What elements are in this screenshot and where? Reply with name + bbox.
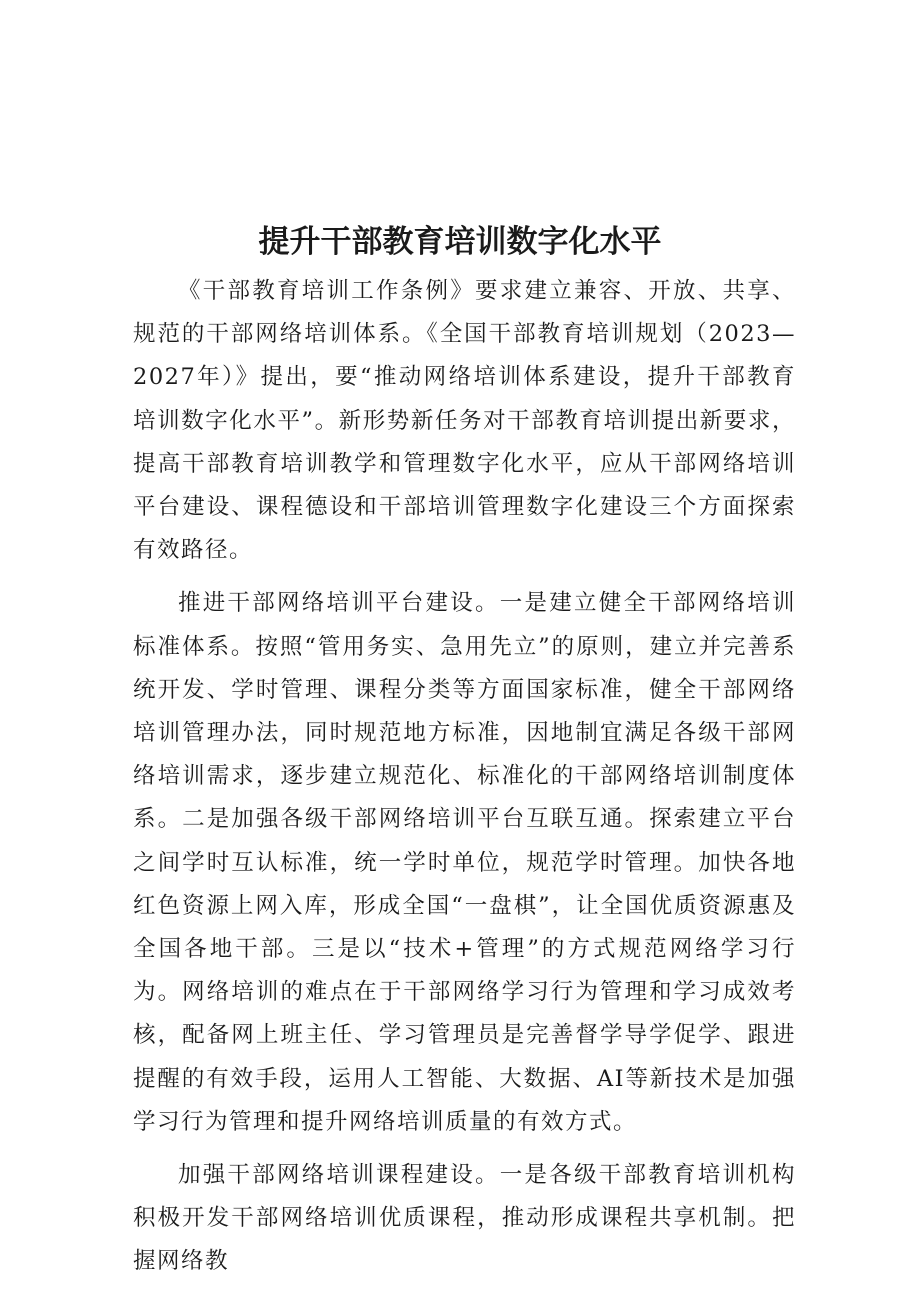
paragraph-intro: 《干部教育培训工作条例》要求建立兼容、开放、共享、规范的干部网络培训体系。《全国干部教育培训规划（2023—2027年）》提出，要“推动网络培训体系建设，提升干部教育培训数字化水平”。新形势新任务对干部教育培训提出新要求，提高干部教育培训教学和管理数字化水平，应从干部网络培训平台建设、课程德设和干部培训管理数字化建设三个方面探索有效路径。 [133, 278, 796, 564]
document-body [133, 270, 796, 1294]
document-title: 提升干部教育培训数字化水平 [258, 224, 662, 260]
paragraph-course-construction: 加强干部网络培训课程建设。一是各级干部教育培训机构积极开发干部网络培训优质课程，推动形成课程共享机制。把握网络教 [133, 1162, 796, 1275]
paragraph-platform-construction: 推进干部网络培训平台建设。一是建立健全干部网络培训标准体系。按照“管用务实、急用先立”的原则，建立并完善系统开发、学时管理、课程分类等方面国家标准，健全干部网络培训管理办法，同时规范地方标准，因地制宜满足各级干部网络培训需求，逐步建立规范化、标准化的干部网络培训制度体系。二是加强各级干部网络培训平台互联互通。探索建立平台之间学时互认标准，统一学时单位，规范学时管理。加快各地红色资源上网入库，形成全国“一盘棋”，让全国优质资源惠及全国各地干部。三是以“技术+管理”的方式规范网络学习行为。网络培训的难点在于干部网络学习行为管理和学习成效考核，配备网上班主任、学习管理员是完善督学导学促学、跟进提醒的有效手段，运用人工智能、大数据、AI等新技术是加强学习行为管理和提升网络培训质量的有效方式。 [133, 590, 796, 1135]
